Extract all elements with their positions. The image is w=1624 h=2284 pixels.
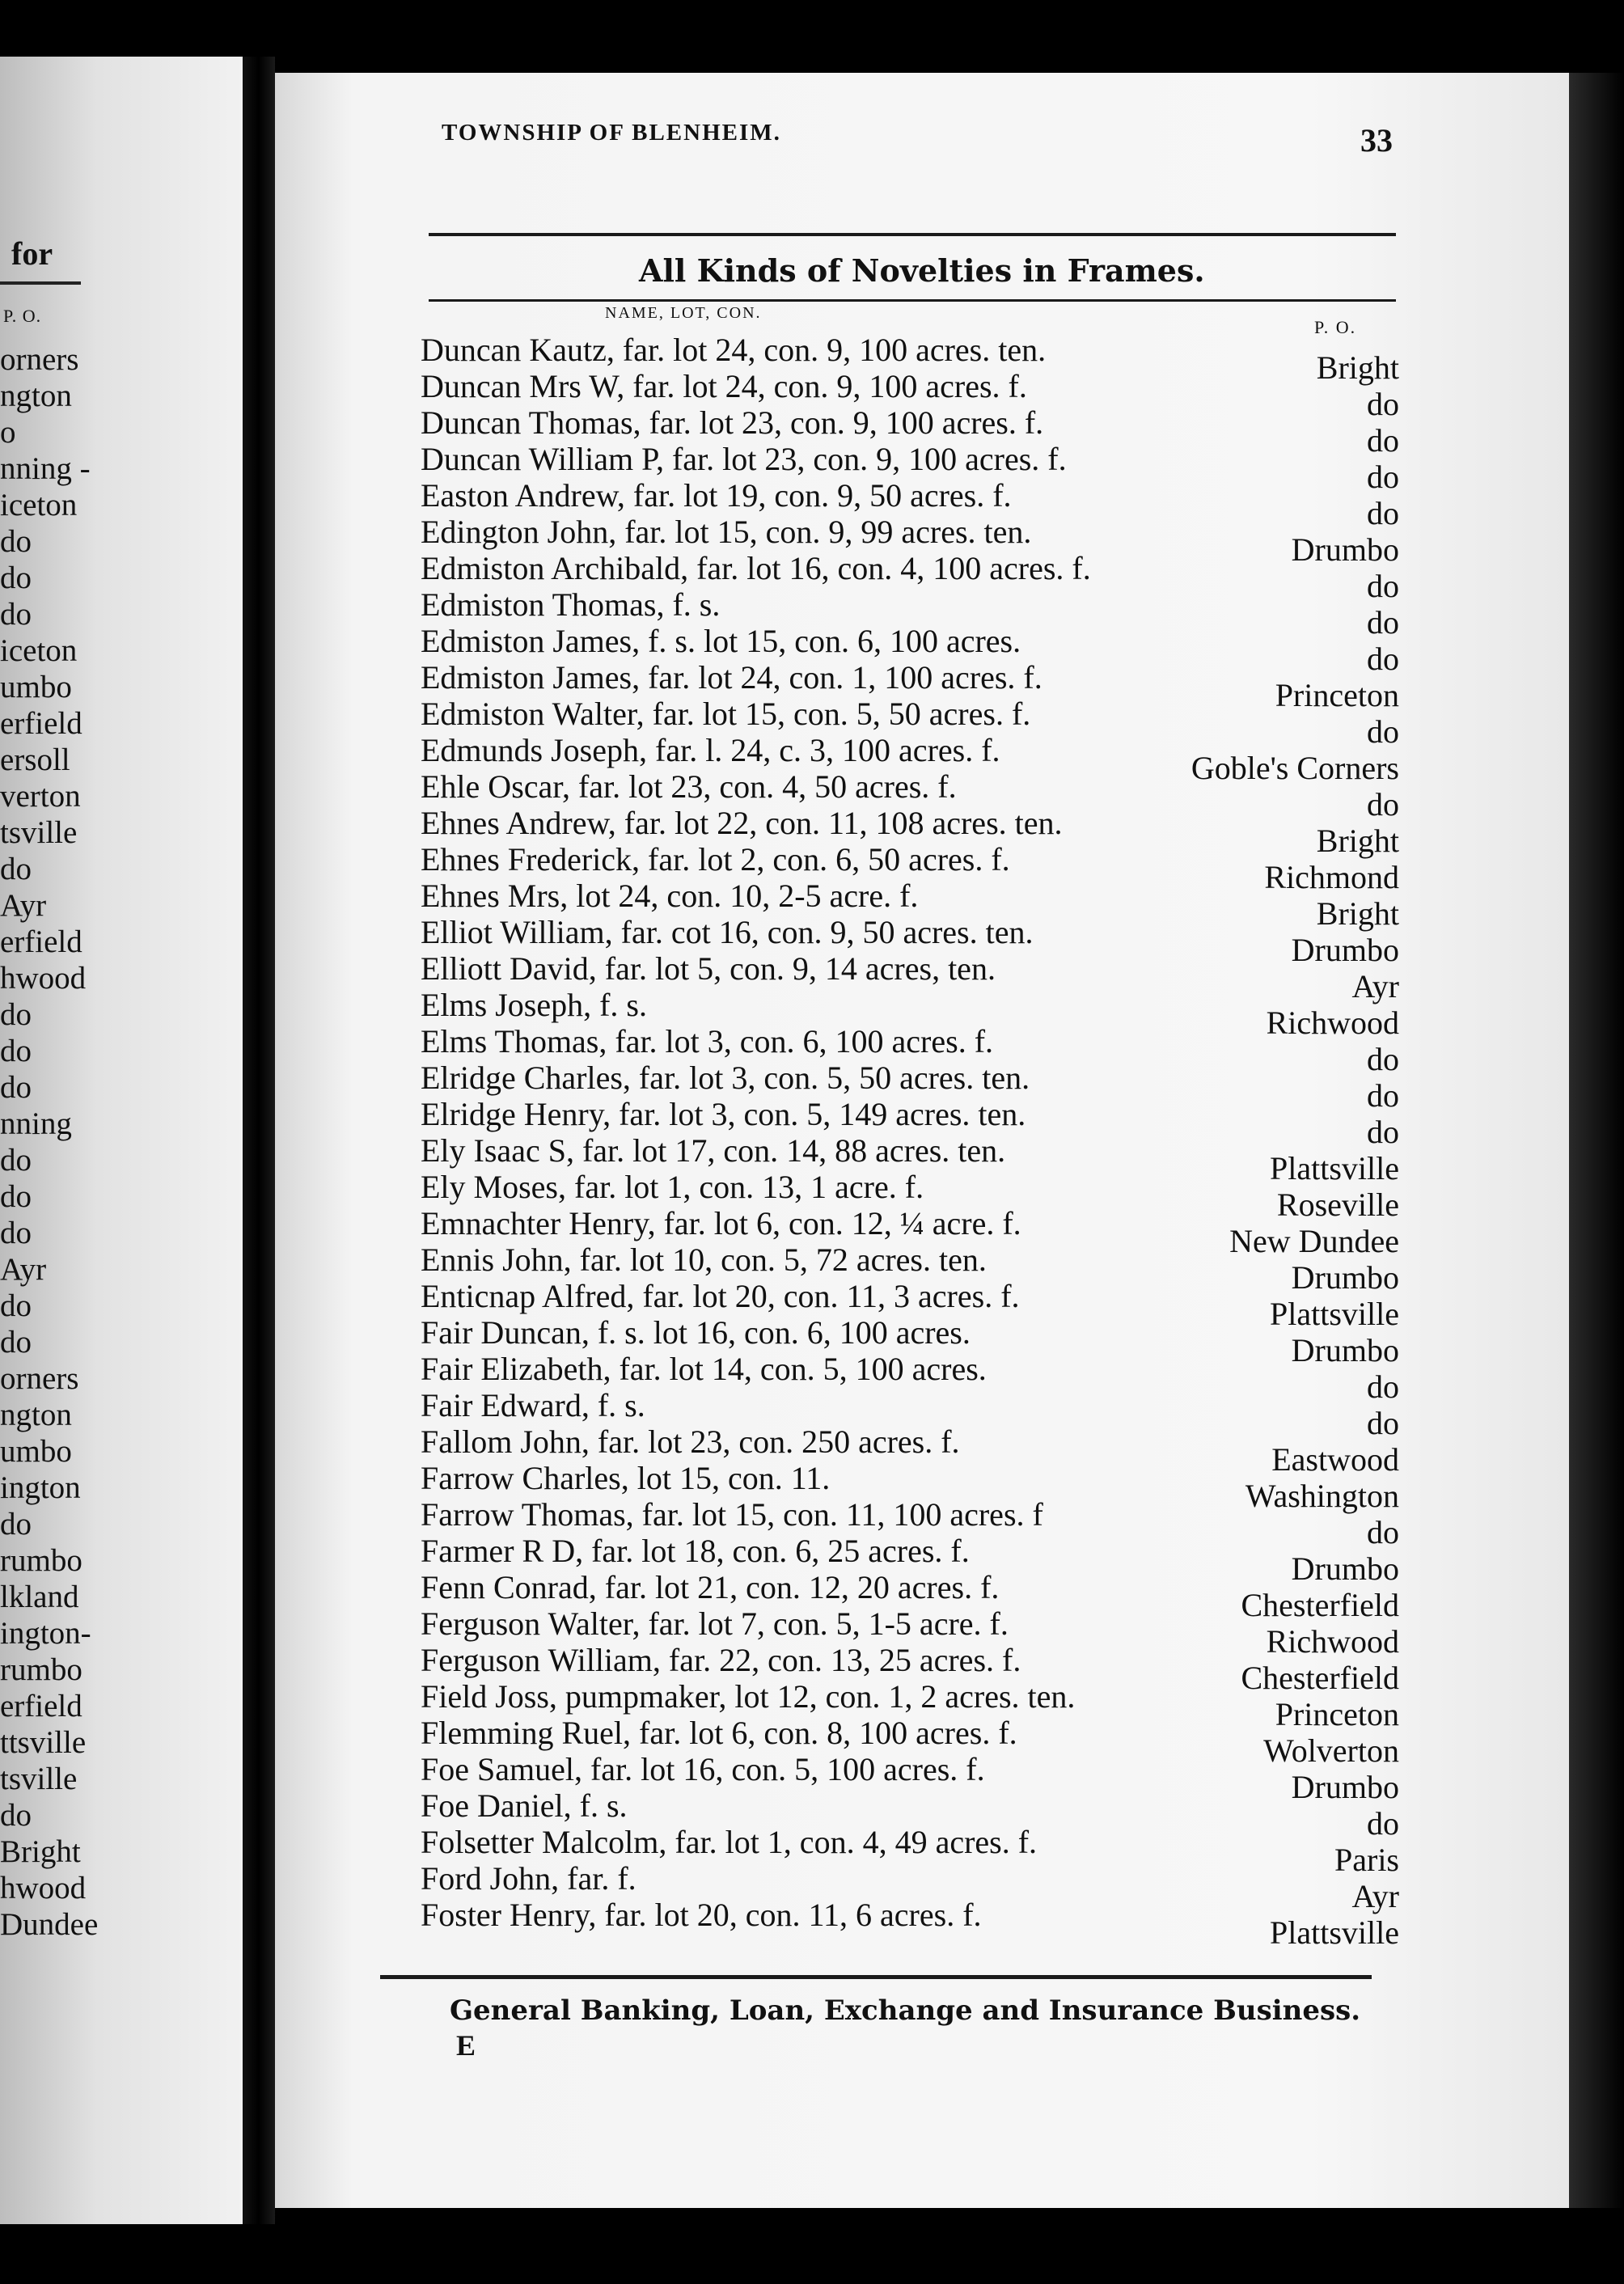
left-facing-page xyxy=(0,57,243,2224)
entry-name: Edmiston James, f. s. lot 15, con. 6, 100 acres. xyxy=(421,623,1021,659)
left-page-list-item: ngton xyxy=(0,1398,72,1432)
left-page-list-item: do xyxy=(0,524,32,559)
left-page-list-item: tsville xyxy=(0,815,78,850)
directory-entry xyxy=(380,1897,1399,1951)
left-page-list-item: do xyxy=(0,1288,32,1323)
left-page-list-item: ington- xyxy=(0,1616,91,1651)
entry-post-office: do xyxy=(1367,641,1399,677)
entry-post-office: Drumbo xyxy=(1291,1550,1399,1587)
left-page-list-item: do xyxy=(0,997,32,1032)
entry-post-office: Bright xyxy=(1316,895,1399,932)
left-page-list-item: do xyxy=(0,1325,32,1360)
entry-name: Emnachter Henry, far. lot 6, con. 12, ¼ acre. f. xyxy=(421,1205,1021,1241)
left-page-list-item: ington xyxy=(0,1470,81,1505)
entry-name: Ferguson Walter, far. lot 7, con. 5, 1-5 acre. f. xyxy=(421,1605,1009,1642)
entry-post-office: do xyxy=(1367,568,1399,604)
column-header-name: NAME, LOT, CON. xyxy=(605,304,762,322)
advert-top: All Kinds of Novelties in Frames. xyxy=(639,252,1205,289)
left-page-list-item: verton xyxy=(0,779,81,814)
page-edge-shadow xyxy=(1569,73,1624,2208)
advert-rule xyxy=(429,299,1396,302)
left-page-list-item: ersoll xyxy=(0,742,70,777)
left-page-list-item: rumbo xyxy=(0,1652,82,1687)
entry-name: Folsetter Malcolm, far. lot 1, con. 4, 49 acres. f. xyxy=(421,1824,1038,1860)
left-page-list-item: umbo xyxy=(0,670,72,704)
entry-name: Fallom John, far. lot 23, con. 250 acres. f. xyxy=(421,1423,960,1460)
left-page-list-item: orners xyxy=(0,1361,79,1396)
directory-entry xyxy=(380,550,1399,604)
directory-entry xyxy=(380,805,1399,859)
directory-entry xyxy=(380,987,1399,1041)
entry-post-office: Goble's Corners xyxy=(1191,750,1399,786)
left-page-list-item: erfield xyxy=(0,924,82,959)
directory-entry xyxy=(380,1278,1399,1332)
entry-post-office: Drumbo xyxy=(1291,531,1399,568)
left-page-list-item: hwood xyxy=(0,1871,87,1905)
entry-post-office: Richwood xyxy=(1266,1623,1399,1660)
entry-name: Easton Andrew, far. lot 19, con. 9, 50 acres. f. xyxy=(421,477,1012,514)
entry-post-office: do xyxy=(1367,1114,1399,1150)
left-page-list-item: erfield xyxy=(0,1689,82,1724)
entry-name: Elms Joseph, f. s. xyxy=(421,987,647,1023)
directory-entry xyxy=(380,477,1399,531)
directory-entry xyxy=(380,1132,1399,1186)
footer-rule xyxy=(380,1975,1372,1979)
entry-name: Field Joss, pumpmaker, lot 12, con. 1, 2 acres. ten. xyxy=(421,1678,1076,1715)
left-page-list-item: nning xyxy=(0,1106,72,1141)
entry-post-office: Wolverton xyxy=(1263,1732,1399,1769)
entry-name: Fair Edward, f. s. xyxy=(421,1387,645,1423)
left-page-list-item: hwood xyxy=(0,961,87,996)
left-page-list-item: o xyxy=(0,415,16,450)
left-page-list-item: lkland xyxy=(0,1580,79,1614)
entry-post-office: New Dundee xyxy=(1229,1223,1399,1259)
left-page-list-item: Dundee xyxy=(0,1907,99,1942)
entry-post-office: do xyxy=(1367,1405,1399,1441)
entry-post-office: do xyxy=(1367,786,1399,823)
left-page-list-item: do xyxy=(0,560,32,595)
entry-post-office: do xyxy=(1367,459,1399,495)
entry-post-office: Princeton xyxy=(1275,1696,1399,1732)
entry-name: Ely Isaac S, far. lot 17, con. 14, 88 acres. ten. xyxy=(421,1132,1006,1169)
directory-entry xyxy=(380,841,1399,895)
entry-name: Elridge Charles, far. lot 3, con. 5, 50 acres. ten. xyxy=(421,1060,1030,1096)
entry-post-office: Ayr xyxy=(1351,968,1399,1005)
entry-name: Edington John, far. lot 15, con. 9, 99 acres. ten. xyxy=(421,514,1032,550)
entry-name: Edmunds Joseph, far. l. 24, c. 3, 100 acres. f. xyxy=(421,732,1000,768)
entry-post-office: Roseville xyxy=(1276,1186,1399,1223)
directory-entry xyxy=(380,368,1399,422)
entry-post-office: Richwood xyxy=(1266,1005,1399,1041)
entry-post-office: do xyxy=(1367,1514,1399,1550)
header-rule xyxy=(429,233,1396,236)
entry-post-office: do xyxy=(1367,1368,1399,1405)
entry-post-office: Plattsville xyxy=(1270,1150,1399,1186)
entry-name: Farmer R D, far. lot 18, con. 6, 25 acres. f. xyxy=(421,1533,970,1569)
directory-entry xyxy=(380,1569,1399,1623)
entry-post-office: Drumbo xyxy=(1291,1259,1399,1296)
entry-name: Ehnes Mrs, lot 24, con. 10, 2-5 acre. f. xyxy=(421,878,919,914)
left-page-list-item: do xyxy=(0,1143,32,1178)
left-page-list-item: nning - xyxy=(0,451,91,486)
entry-post-office: Princeton xyxy=(1275,677,1399,713)
entry-post-office: do xyxy=(1367,1041,1399,1077)
left-page-list-item: do xyxy=(0,1034,32,1068)
left-page-list-item: umbo xyxy=(0,1434,72,1469)
entry-name: Elliott David, far. lot 5, con. 9, 14 acres, ten. xyxy=(421,950,996,987)
directory-entry xyxy=(380,1751,1399,1805)
column-header-po: P. O. xyxy=(1314,317,1357,337)
directory-entry xyxy=(380,441,1399,495)
directory-entry xyxy=(380,1460,1399,1514)
entry-name: Duncan Thomas, far. lot 23, con. 9, 100 acres. f. xyxy=(421,404,1044,441)
entry-name: Foe Samuel, far. lot 16, con. 5, 100 acres. f. xyxy=(421,1751,985,1787)
entry-post-office: Chesterfield xyxy=(1241,1587,1399,1623)
left-page-list xyxy=(0,341,98,1943)
directory-entry xyxy=(380,1387,1399,1441)
left-page-list-item: iceton xyxy=(0,633,78,668)
directory-entry xyxy=(380,659,1399,713)
book-gutter xyxy=(243,57,275,2224)
entry-name: Edmiston Thomas, f. s. xyxy=(421,586,721,623)
left-page-list-item: orners xyxy=(0,342,79,377)
entry-post-office: Plattsville xyxy=(1270,1296,1399,1332)
directory-entry xyxy=(380,1642,1399,1696)
entry-name: Ennis John, far. lot 10, con. 5, 72 acres. ten. xyxy=(421,1241,987,1278)
entry-name: Elridge Henry, far. lot 3, con. 5, 149 acres. ten. xyxy=(421,1096,1026,1132)
entry-name: Ferguson William, far. 22, con. 13, 25 acres. f. xyxy=(421,1642,1021,1678)
left-page-list-item: erfield xyxy=(0,706,82,741)
left-page-list-item: iceton xyxy=(0,488,78,522)
left-page-list-item: do xyxy=(0,1179,32,1214)
entry-post-office: Bright xyxy=(1316,823,1399,859)
entry-post-office: Drumbo xyxy=(1291,1332,1399,1368)
entry-post-office: Eastwood xyxy=(1271,1441,1399,1478)
directory-entry xyxy=(380,1496,1399,1550)
entry-name: Fenn Conrad, far. lot 21, con. 12, 20 acres. f. xyxy=(421,1569,1000,1605)
left-page-list-item: Ayr xyxy=(0,888,47,923)
entry-name: Edmiston Archibald, far. lot 16, con. 4, 100 acres. f. xyxy=(421,550,1091,586)
entry-name: Elms Thomas, far. lot 3, con. 6, 100 acres. f. xyxy=(421,1023,994,1060)
directory-entry xyxy=(380,1096,1399,1150)
left-page-list-item: do xyxy=(0,1798,32,1833)
entry-post-office: do xyxy=(1367,386,1399,422)
entry-name: Ely Moses, far. lot 1, con. 13, 1 acre. f. xyxy=(421,1169,924,1205)
entry-post-office: Paris xyxy=(1334,1842,1399,1878)
left-page-list-item: ngton xyxy=(0,379,72,413)
entry-name: Enticnap Alfred, far. lot 20, con. 11, 3 acres. f. xyxy=(421,1278,1020,1314)
entry-post-office: Ayr xyxy=(1351,1878,1399,1914)
entry-post-office: do xyxy=(1367,495,1399,531)
entry-name: Duncan Kautz, far. lot 24, con. 9, 100 acres. ten. xyxy=(421,332,1047,368)
entry-post-office: do xyxy=(1367,1077,1399,1114)
left-page-list-item: rumbo xyxy=(0,1543,82,1578)
left-page-list-item: Ayr xyxy=(0,1252,47,1287)
entry-name: Edmiston Walter, far. lot 15, con. 5, 50 acres. f. xyxy=(421,696,1031,732)
signature-mark: E xyxy=(456,2029,476,2062)
advert-bottom: General Banking, Loan, Exchange and Insurance Business. xyxy=(450,1994,1361,2027)
left-page-list-item: tsville xyxy=(0,1762,78,1796)
left-page-list-item: ttsville xyxy=(0,1725,87,1760)
left-page-rule xyxy=(0,281,81,285)
entry-name: Foe Daniel, f. s. xyxy=(421,1787,628,1824)
entry-name: Duncan William P, far. lot 23, con. 9, 100 acres. f. xyxy=(421,441,1067,477)
entry-name: Fair Elizabeth, far. lot 14, con. 5, 100 acres. xyxy=(421,1351,987,1387)
left-page-list-item: do xyxy=(0,597,32,632)
directory-entry xyxy=(380,1314,1399,1368)
left-page-column-label: P. O. xyxy=(3,306,42,326)
entry-name: Elliot William, far. cot 16, con. 9, 50 acres. ten. xyxy=(421,914,1034,950)
entry-name: Flemming Ruel, far. lot 6, con. 8, 100 acres. f. xyxy=(421,1715,1017,1751)
directory-entries xyxy=(380,332,1399,1951)
entry-post-office: Drumbo xyxy=(1291,1769,1399,1805)
directory-entry xyxy=(380,1824,1399,1878)
entry-post-office: do xyxy=(1367,713,1399,750)
entry-name: Ehle Oscar, far. lot 23, con. 4, 50 acres. f. xyxy=(421,768,957,805)
entry-post-office: Chesterfield xyxy=(1241,1660,1399,1696)
entry-post-office: Bright xyxy=(1316,349,1399,386)
entry-post-office: do xyxy=(1367,1805,1399,1842)
left-page-list-item: Bright xyxy=(0,1834,81,1869)
entry-name: Edmiston James, far. lot 24, con. 1, 100 acres. f. xyxy=(421,659,1042,696)
directory-entry xyxy=(380,1023,1399,1077)
entry-name: Farrow Charles, lot 15, con. 11. xyxy=(421,1460,831,1496)
entry-post-office: Plattsville xyxy=(1270,1914,1399,1951)
running-head: TOWNSHIP OF BLENHEIM. xyxy=(442,120,781,146)
directory-entry xyxy=(380,732,1399,786)
directory-entry xyxy=(380,1205,1399,1259)
entry-name: Ford John, far. f. xyxy=(421,1860,636,1897)
entry-name: Duncan Mrs W, far. lot 24, con. 9, 100 acres. f. xyxy=(421,368,1027,404)
left-page-heading: for xyxy=(11,235,53,272)
entry-post-office: do xyxy=(1367,422,1399,459)
directory-entry xyxy=(380,1860,1399,1914)
left-page-list-item: do xyxy=(0,1507,32,1542)
left-page-list-item: do xyxy=(0,1216,32,1250)
entry-post-office: Washington xyxy=(1245,1478,1399,1514)
entry-post-office: do xyxy=(1367,604,1399,641)
entry-name: Foster Henry, far. lot 20, con. 11, 6 acres. f. xyxy=(421,1897,982,1933)
entry-name: Farrow Thomas, far. lot 15, con. 11, 100 acres. f xyxy=(421,1496,1043,1533)
page-number: 33 xyxy=(1360,122,1393,159)
directory-entry xyxy=(380,623,1399,677)
entry-post-office: Drumbo xyxy=(1291,932,1399,968)
left-page-list-item: do xyxy=(0,852,32,886)
directory-entry xyxy=(380,914,1399,968)
entry-name: Ehnes Andrew, far. lot 22, con. 11, 108 acres. ten. xyxy=(421,805,1063,841)
entry-post-office: Richmond xyxy=(1264,859,1399,895)
entry-name: Ehnes Frederick, far. lot 2, con. 6, 50 acres. f. xyxy=(421,841,1010,878)
entry-name: Fair Duncan, f. s. lot 16, con. 6, 100 acres. xyxy=(421,1314,971,1351)
left-page-list-item: do xyxy=(0,1070,32,1105)
directory-entry xyxy=(380,1678,1399,1732)
